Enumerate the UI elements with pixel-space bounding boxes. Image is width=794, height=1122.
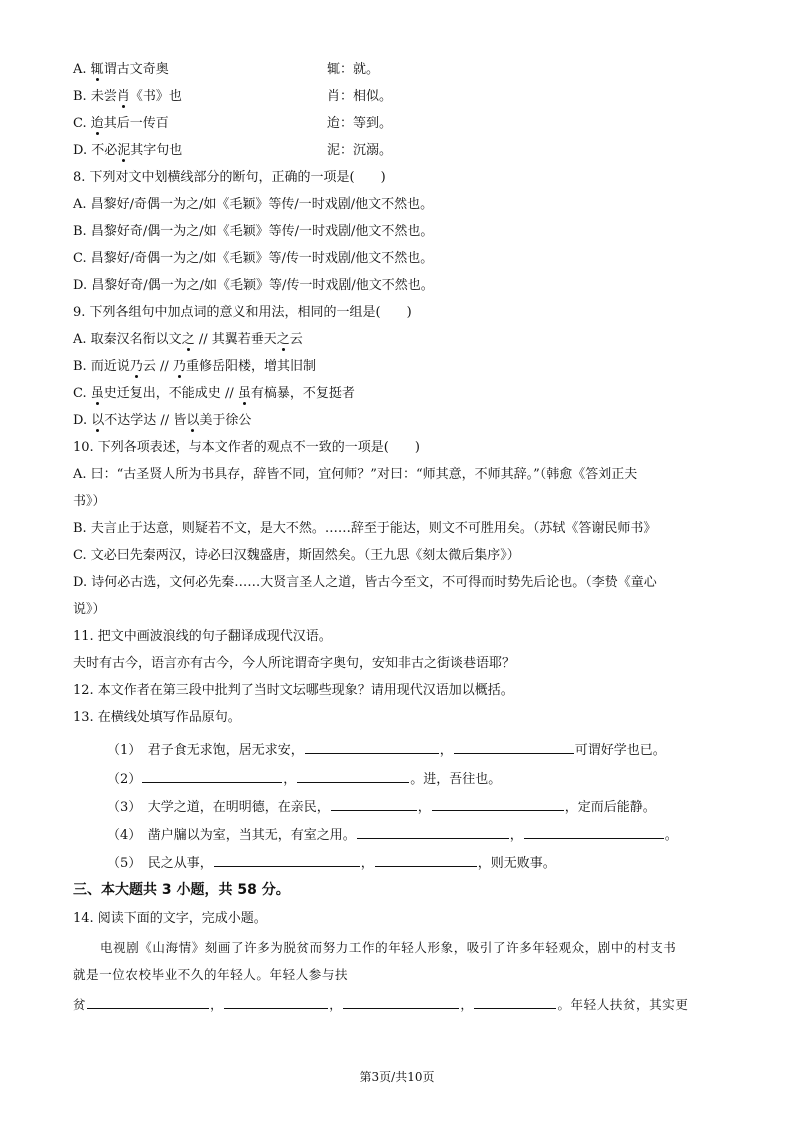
q11-sentence: 夫时有古今，语言亦有古今，今人所诧谓奇字奥句，安知非古之街谈巷语耶？ [73,656,516,671]
page-number: 第3页/共10页 [359,1070,435,1084]
answer-blank[interactable] [331,797,417,811]
answer-blank[interactable] [305,740,439,754]
answer-blank[interactable] [87,995,209,1009]
answer-blank[interactable] [214,853,360,867]
q8-option-b: B. 昌黎好奇/偶一为之/如《毛颖》等传/一时戏剧/他文不然也。 [73,224,434,239]
q8-stem: 8. 下列对文中划横线部分的断句，正确的一项是( ) [73,170,386,185]
answer-blank[interactable] [142,769,282,783]
q10-stem: 10. 下列各项表述，与本文作者的观点不一致的一项是( ) [73,440,420,455]
q14-passage-line-1: 电视剧《山海情》刻画了许多为脱贫而努力工作的年轻人形象，吸引了许多年轻观众，剧中的村支书 [100,940,677,955]
section-heading: 三、本大题共 3 小题，共 58 分。 [73,882,290,898]
q7-option-b: B. 未尝肖《书》也 [73,89,182,104]
answer-blank[interactable] [375,853,477,867]
q7-gloss-b: 肖：相似。 [327,89,393,104]
q7-option-a: A. 辄谓古文奇奥 [73,62,169,77]
q11-stem: 11. 把文中画波浪线的句子翻译成现代汉语。 [73,629,332,644]
q13-item-2: （2） ， 。进，吾往也。 [107,769,501,789]
q10-option-b: B. 夫言止于达意，则疑若不文，是大不然。……辞至于能达，则文不可胜用矣。（苏轼《答谢民师书》 [73,521,657,536]
answer-blank[interactable] [432,797,564,811]
q9-option-b: B. 而近说乃云 // 乃重修岳阳楼，增其旧制 [73,359,316,374]
q7-option-c: C. 迨其后一传百 [73,116,169,131]
answer-blank[interactable] [524,825,664,839]
q9-option-c: C. 虽史迁复出，不能成史 // 虽有槁暴，不复挺者 [73,386,355,401]
answer-blank[interactable] [357,825,509,839]
answer-blank[interactable] [224,995,328,1009]
q9-option-a: A. 取秦汉名衔以文之 // 其翼若垂天之云 [73,332,303,347]
emphasis-dot-char: 迨 [90,116,104,131]
q13-item-4: （4） 凿户牖以为室，当其无，有室之用。 ， 。 [107,825,678,845]
q8-option-c: C. 昌黎好/奇偶一为之/如《毛颖》等/传一时戏剧/他文不然也。 [73,251,434,266]
q10-option-d: D. 诗何必古选，文何必先秦……大贤言圣人之道，皆古今至文，不可得而时势先后论也。（李贽《童心 [73,575,657,590]
q10-option-a: A. 曰：“古圣贤人所为书具存，辞皆不同，宜何师？”对曰：“师其意，不师其辞。”（韩愈《答刘正夫 [73,467,638,482]
q8-option-d: D. 昌黎好奇/偶一为之/如《毛颖》等/传一时戏剧/他文不然也。 [73,278,434,293]
emphasis-dot-char: 肖 [116,89,130,104]
emphasis-dot-char: 泥 [117,143,131,158]
q7-gloss-d: 泥：沉溺。 [327,143,393,158]
q7-gloss-a: 辄：就。 [327,62,380,77]
q14-passage-line-2: 就是一位农校毕业不久的年轻人。年轻人参与扶 [73,967,349,982]
answer-blank[interactable] [297,769,409,783]
q10-option-c: C. 文必曰先秦两汉，诗必曰汉魏盛唐，斯固然矣。（王九思《刻太微后集序》） [73,548,520,563]
answer-blank[interactable] [343,995,459,1009]
q9-option-d: D. 以不达学达 // 皆以美于徐公 [73,413,252,428]
q14-passage-line-3: 贫 ， ， ， 。年轻人扶贫，其实更 [73,997,689,1012]
q9-stem: 9. 下列各组句中加点词的意义和用法，相同的一组是( ) [73,305,412,320]
q10-option-a-cont: 书》） [73,494,106,509]
q14-stem: 14. 阅读下面的文字，完成小题。 [73,911,267,926]
q7-option-d: D. 不必泥其字句也 [73,143,183,158]
q10-option-d-cont: 说》） [73,602,106,617]
q8-option-a: A. 昌黎好/奇偶一为之/如《毛颖》等传/一时戏剧/他文不然也。 [73,197,434,212]
emphasis-dot-char: 辄 [90,62,104,77]
q13-stem: 13. 在横线处填写作品原句。 [73,710,241,725]
answer-blank[interactable] [474,995,556,1009]
q13-item-5: （5） 民之从事， ， ，则无败事。 [107,853,556,873]
q13-item-3: （3） 大学之道，在明明德，在亲民， ， ，定而后能静。 [107,797,656,817]
q13-item-1: （1） 君子食无求饱，居无求安， ， 可谓好学也已。 [107,740,666,760]
q12-stem: 12. 本文作者在第三段中批判了当时文坛哪些现象？请用现代汉语加以概括。 [73,683,514,698]
q7-gloss-c: 迨：等到。 [327,116,393,131]
answer-blank[interactable] [454,740,574,754]
